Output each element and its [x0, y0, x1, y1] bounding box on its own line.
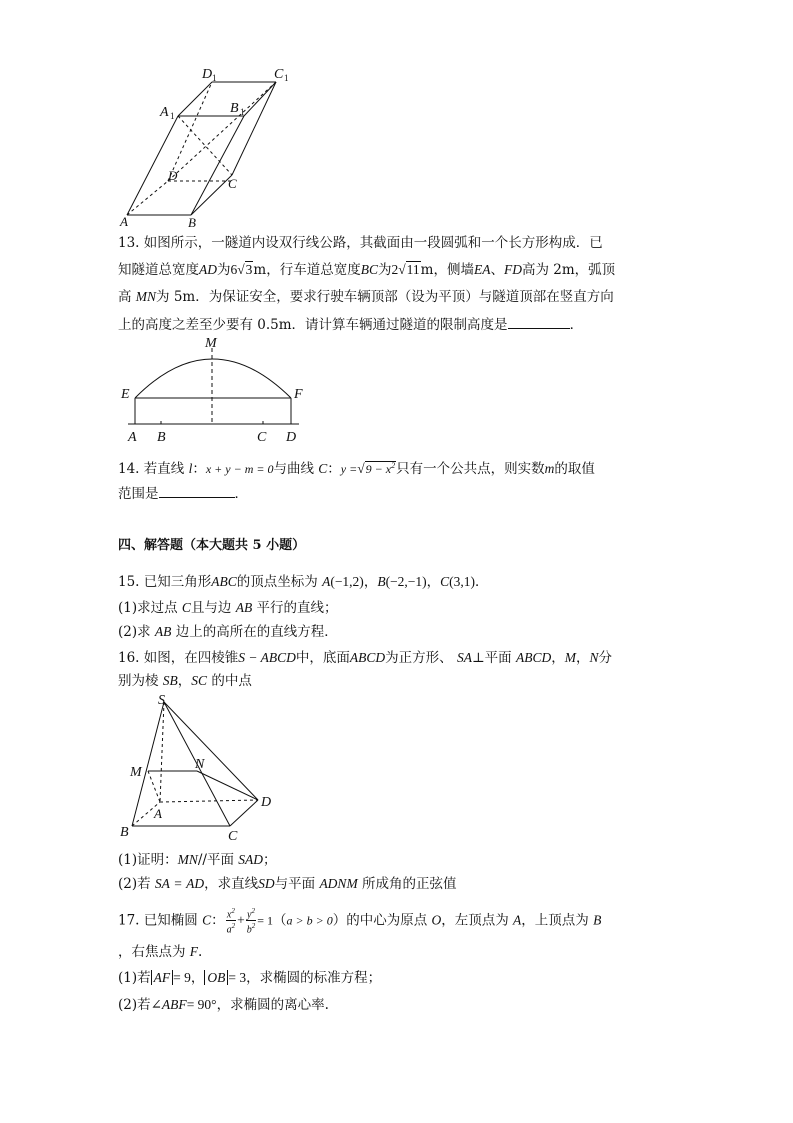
q14-text: ：: [192, 461, 206, 477]
math-N: N: [589, 650, 599, 665]
q16-text: ；: [263, 852, 277, 868]
q15-text: ，: [363, 574, 378, 590]
fraction-y2-b2: [246, 906, 257, 936]
q16-text: 与平面: [274, 876, 316, 892]
q13-number: 13.: [118, 235, 140, 251]
q16-text: (2)若: [118, 876, 151, 892]
math-coef: 6: [230, 262, 238, 277]
math-exp: 2: [231, 907, 235, 915]
tunnel-figure: [118, 332, 308, 444]
label-B: B: [188, 215, 196, 230]
q17-text: ：: [211, 912, 225, 929]
q14-text: 与曲线: [273, 461, 314, 477]
q17-text: (2)若: [118, 997, 151, 1013]
math-radicand: 11: [406, 262, 420, 277]
label-A: A: [128, 430, 137, 444]
q15-line1: [118, 572, 678, 592]
math-MN: MN: [177, 852, 198, 867]
math-exp: 2: [251, 922, 256, 931]
label-C: C: [257, 430, 267, 444]
q13-text: 为: [217, 262, 231, 278]
label-M: M: [130, 765, 142, 780]
math-O: O: [431, 912, 442, 928]
math-l: l: [188, 461, 193, 476]
q13-line2: 知隧道总宽度AD为6√3m，行车道总宽度BC为2√11m，侧墙EA、FD高为 2m，弧顶: [118, 262, 616, 278]
math-y: y: [246, 909, 252, 921]
q16-part1: [118, 850, 678, 870]
q13-text: 知隧道总宽度: [118, 262, 199, 278]
q16-line2: [118, 671, 678, 691]
label-B: B: [157, 430, 166, 444]
q17-text: ，上顶点为: [521, 912, 589, 929]
q14-text: 若直线: [143, 461, 185, 477]
math-EA: EA: [473, 262, 491, 277]
math-eq-3: = 3: [228, 970, 247, 985]
math-C-coords: (3,1): [449, 574, 476, 589]
math-SAD: SAD: [238, 852, 264, 867]
math-FD: FD: [503, 262, 522, 277]
math-ADNM: ADNM: [319, 876, 358, 891]
label-F: F: [294, 387, 303, 402]
math-m: m: [544, 461, 555, 476]
q15-text: ．: [475, 574, 489, 590]
q15-text: 边上的高所在的直线方程．: [175, 624, 338, 640]
label-D1: D: [202, 67, 213, 82]
q15-text: (1)求过点: [118, 600, 178, 616]
math-B-coords: (−2,−1): [385, 574, 427, 589]
section-heading: 四、解答题（本大题共 5 小题）: [118, 538, 306, 553]
label-C1-sub: 1: [284, 73, 289, 83]
q16-text: 别为棱: [118, 673, 159, 689]
q17-text: ）的中心为原点: [332, 912, 428, 929]
math-A-coords: (−1,2): [330, 574, 364, 589]
q13-line1: [118, 233, 678, 253]
parallelepiped-figure: [118, 62, 308, 230]
math-AB: AB: [235, 600, 253, 615]
q15-text: (2)求: [118, 624, 151, 640]
math-B: B: [377, 574, 386, 589]
math-ineq: a > b > 0: [286, 913, 333, 928]
math-C: C: [318, 461, 328, 476]
q13-line3: [118, 287, 678, 307]
label-N: N: [195, 757, 205, 772]
math-abs-AF: AF: [151, 970, 174, 985]
q13-text: 高: [118, 289, 132, 305]
q17-part1: [118, 968, 678, 988]
q14-text: 范围是: [118, 486, 159, 502]
math-ABCD: ABCD: [515, 650, 552, 665]
q17-text: ，左顶点为: [441, 912, 509, 929]
label-D: D: [286, 430, 297, 444]
math-eq-1: = 1: [257, 913, 273, 928]
label-C: C: [228, 829, 238, 844]
q16-text: 分: [598, 650, 612, 666]
math-coef: 2: [391, 262, 399, 277]
q16-text: 所成角的正弦值: [361, 876, 457, 892]
q17-text: 已知椭圆: [143, 912, 198, 929]
math-SD: SD: [258, 876, 275, 891]
math-eq-90: = 90°: [186, 997, 217, 1012]
pyramid-figure: [118, 690, 278, 846]
q14-line2: [118, 483, 678, 504]
label-C: C: [228, 176, 237, 191]
math-eq: =: [174, 876, 182, 891]
q15-text: 已知三角形: [143, 574, 212, 590]
q13-text: 为 5m．为保证安全，要求行驶车辆顶部（设为平顶）与隧道顶部在竖直方向: [156, 289, 614, 305]
q16-text: ，求直线: [204, 876, 259, 892]
q16-line1: [118, 648, 678, 668]
q14-text: ．: [234, 486, 248, 502]
math-abs-OB: OB: [204, 970, 228, 985]
q15-text: ，: [426, 574, 441, 590]
math-M: M: [564, 650, 576, 665]
label-A1-sub: 1: [170, 111, 175, 121]
math-radicand: 3: [245, 262, 253, 277]
q16-text: 中，底面: [295, 650, 350, 666]
q13-text1: 如图所示，一隧道内设双行线公路，其截面由一段圆弧和一个长方形构成．已: [143, 235, 603, 251]
math-BC: BC: [360, 262, 378, 277]
q13-text: ．: [569, 317, 584, 333]
math-exp: 2: [391, 461, 396, 470]
label-S: S: [158, 693, 165, 708]
q16-text: 为正方形、: [385, 650, 453, 666]
math-radicand: [365, 461, 396, 476]
math-SA: SA: [154, 876, 170, 891]
math-AD: AD: [186, 876, 205, 891]
label-A: A: [154, 806, 162, 821]
q14-text: 的取值: [554, 461, 595, 477]
q16-number: 16.: [118, 650, 140, 666]
math-C: C: [181, 600, 191, 615]
math-ABC: ABC: [211, 574, 237, 589]
q17-text: ，: [190, 970, 205, 986]
q15-part2: [118, 622, 678, 642]
math-exp: 2: [251, 907, 255, 915]
math-exp: 2: [231, 922, 236, 931]
math-eq-9: = 9: [173, 970, 191, 985]
q16-part2: [118, 874, 678, 894]
math-x: x: [226, 909, 232, 921]
label-B1: B: [230, 101, 239, 116]
math-SABCD: S − ABCD: [238, 650, 296, 665]
label-B1-sub: 1: [240, 107, 245, 117]
math-radicand-text: 9 − x: [365, 462, 392, 476]
q17-text: ，右焦点为: [118, 944, 186, 960]
math-A: A: [513, 912, 522, 928]
q13-text: 高为 2m，弧顶: [521, 262, 616, 278]
q16-text: ⊥平面: [471, 650, 512, 666]
q14-line1: 14. 若直线 l：x + y − m = 0与曲线 C：$y =√9 - x^2$只有一个公共点，则实数m的取值: [118, 461, 595, 477]
q16-text: ，: [575, 650, 590, 666]
math-F: F: [189, 944, 199, 959]
q16-text: (1)证明：: [118, 852, 178, 868]
q17-line1: 17. 已知椭圆 C： $\frac{x^2}{a^2}$ + $\frac{y^2}{b^2}$ = 1（a > b > 0）的中心为原点 O，左顶点为 A，上顶点为 B: [118, 907, 602, 936]
q17-text: ，求椭圆的离心率.: [216, 997, 329, 1013]
q13-text: 上的高度之差至少要有 0.5m．请计算车辆通过隧道的限制高度是: [118, 317, 508, 333]
math-MN: MN: [135, 289, 157, 304]
math-AD: AD: [199, 262, 217, 277]
q13-text: 、: [490, 262, 504, 278]
q15-text: 平行的直线；: [256, 600, 338, 616]
q14-number: 14.: [118, 461, 140, 477]
q15-text: 的顶点坐标为: [236, 574, 318, 590]
q17-number: 17.: [118, 912, 140, 929]
q17-text: （: [273, 912, 287, 929]
q17-text: .: [198, 944, 203, 960]
math-SC: SC: [191, 673, 208, 688]
q17-part2: [118, 995, 678, 1015]
math-C: C: [440, 574, 450, 589]
math-B: B: [593, 912, 602, 928]
q13-text: 为: [378, 262, 392, 278]
q15-text: 且与边: [190, 600, 232, 616]
q16-text: 如图，在四棱锥: [143, 650, 239, 666]
math-line-eq: x + y − m = 0: [205, 462, 274, 476]
label-D: D: [168, 168, 178, 183]
label-A1: A: [160, 105, 169, 120]
q17-line2: [118, 942, 678, 962]
math-SB: SB: [162, 673, 178, 688]
q17-text: ，求椭圆的标准方程；: [246, 970, 382, 986]
label-C1: C: [274, 67, 284, 82]
math-ABCD: ABCD: [349, 650, 386, 665]
math-AB: AB: [154, 624, 172, 639]
q16-text: ，: [551, 650, 565, 666]
q13-text: m，行车道总宽度: [253, 262, 361, 278]
math-angle-ABF: ∠ABF: [150, 997, 187, 1012]
math-A: A: [322, 574, 331, 589]
fraction-x2-a2: [226, 906, 237, 936]
label-A: A: [120, 214, 128, 229]
label-M: M: [205, 336, 217, 351]
q14-text: 只有一个公共点，则实数: [396, 461, 545, 477]
q16-text: ，: [177, 673, 192, 689]
q15-number: 15.: [118, 574, 140, 590]
label-D: D: [261, 795, 272, 810]
q15-part1: [118, 598, 678, 618]
q13-text: m，侧墙: [420, 262, 474, 278]
label-E: E: [121, 387, 130, 402]
math-SA: SA: [456, 650, 472, 665]
math-C: C: [202, 912, 212, 928]
math-b: b: [246, 924, 252, 936]
label-D1-sub: 1: [212, 73, 217, 83]
math-a: a: [226, 924, 232, 936]
answer-blank[interactable]: [508, 314, 570, 329]
q14-text: ：: [327, 461, 341, 477]
label-B: B: [120, 825, 129, 840]
answer-blank[interactable]: [159, 483, 235, 498]
math-y: y =: [340, 462, 358, 476]
q16-text: 的中点: [211, 673, 252, 689]
q17-text: (1)若: [118, 970, 151, 986]
q16-text: //平面: [197, 852, 234, 868]
